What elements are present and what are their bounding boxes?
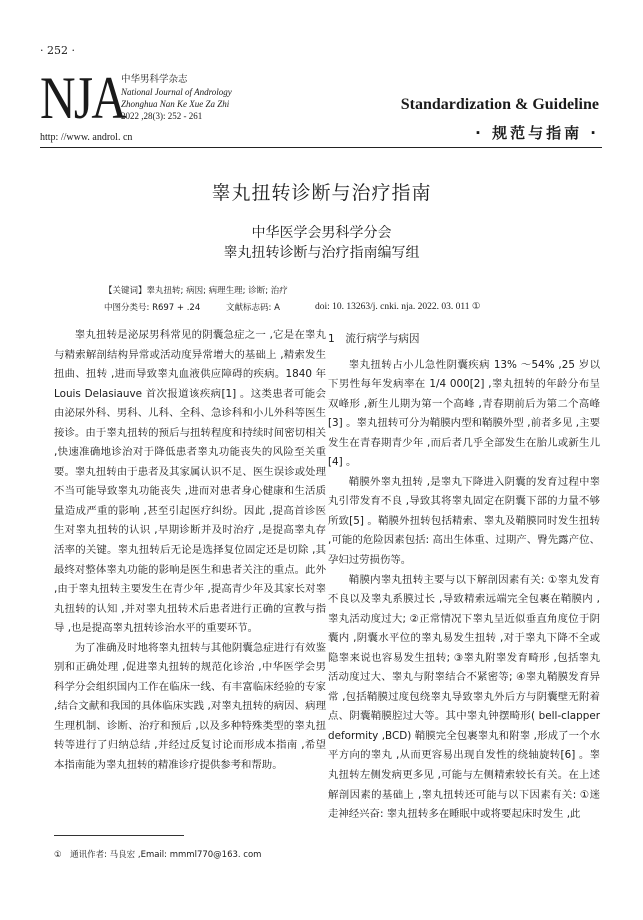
footnote-rule <box>54 835 184 836</box>
body-paragraph: 为了准确及时地将睾丸扭转与其他阴囊急症进行有效鉴别和正确处理 ,促进睾丸扭转的规范化诊治 ,中华医学会男科学分会组织国内工作在临床一线、有丰富临床经验的专家 ,结合文献和我国的具体临床实践 ,对睾丸扭转的病因、病理生理机制、诊断、治疗和预后 ,以及多种特殊类型的睾丸扭转等进行了归纳总结 ,并经过反复讨论而形成本指南 ,希望本指南能为睾丸扭转的精准诊疗提供参考和帮助。 <box>54 641 326 772</box>
page-number: · 252 · <box>40 44 75 57</box>
journal-info <box>121 74 232 122</box>
journal-url[interactable]: http: //www. androl. cn <box>40 132 133 143</box>
journal-name-pinyin: Zhonghua Nan Ke Xue Za Zhi <box>121 99 230 109</box>
footnote: ① 通讯作者: 马良宏 ,Email: mmml770@163. com <box>54 850 262 860</box>
doi[interactable]: doi: 10. 13263/j. cnki. nja. 2022. 03. 011 ① <box>315 302 481 312</box>
journal-logo: NJA <box>40 65 126 131</box>
journal-name-en: National Journal of Andrology <box>121 87 232 97</box>
section-label-cn: · 规范与指南 · <box>475 124 599 142</box>
journal-name-cn: 中华男科学杂志 <box>121 74 188 85</box>
body-paragraph: 鞘膜内睾丸扭转主要与以下解剖因素有关: ①睾丸发育不良以及睾丸系膜过长 ,导致精索远端完全包裹在鞘膜内 ,睾丸活动度过大; ②正常情况下睾丸呈近似垂直角度位于阴囊内 ,阴囊水平位的睾丸易发生扭转 ,对于睾丸下降不全或隐睾来说也容易发生扭转; ③睾丸附睾发育畸形 ,包括睾丸活动度过大、睾丸与附睾结合不紧密等; ④睾丸鞘膜发育异常 ,包括鞘膜过度包绕睾丸导致睾丸外后方与阴囊壁无附着点、阴囊鞘膜腔过大等。其中睾丸钟摆畸形( bell-clapper deformity ,BCD) 鞘膜完全包裹睾丸和附睾 ,形成了一个水平方向的睾丸 ,从而更容易出现自发性的绕轴旋转[6] 。睾丸扭转左侧发病更多见 ,可能与左侧精索较长有关。在上述解剖因素的基础上 ,睾丸扭转还可能与以下因素有关: ①迷走神经兴奋: 睾丸扭转多在睡眠中或将要起床时发生 ,此 <box>328 573 600 821</box>
article-title: 睾丸扭转诊断与治疗指南 <box>211 182 432 204</box>
section-label-en: Standardization & Guideline <box>400 96 599 113</box>
body-paragraph: 鞘膜外睾丸扭转 ,是睾丸下降进入阴囊的发育过程中睾丸引带发育不良 ,导致其将睾丸固定在阴囊下部的力量不够所致[5] 。鞘膜外扭转包括精索、睾丸及鞘膜同时发生扭转 ,可能的危险因素包括: 高出生体重、过期产、臀先露产位、孕妇过劳损伤等。 <box>328 475 600 567</box>
keywords: 【关键词】睾丸扭转; 病因; 病理生理; 诊断; 治疗 <box>104 286 288 296</box>
document-code: 文献标志码: A <box>226 303 280 313</box>
author-organization: 中华医学会男科学分会 <box>251 225 392 241</box>
author-group: 睾丸扭转诊断与治疗指南编写组 <box>223 245 420 261</box>
journal-issue: 2022 ,28(3): 252 - 261 <box>121 111 203 121</box>
classification-number: 中图分类号: R697 + .24 <box>104 303 201 313</box>
left-column <box>54 326 326 776</box>
body-paragraph: 睾丸扭转是泌尿男科常见的阴囊急症之一 ,它是在睾丸与精索解剖结构异常或活动度异常增大的基础上 ,精索发生扭曲、扭转 ,进而导致睾丸血液供应障碍的疾病。1840 年 Louis Delasiauve 首次报道该疾病[1] 。这类患者可能会由泌尿外科、男科、儿科、全科、急诊科和小儿外科等医生接诊。由于睾丸扭转的预后与扭转程度和持续时间密切相关 ,快速准确地诊治对于降低患者睾丸功能丧失的风险至关重要。睾丸扭转由于患者及其家属认识不足、医生误诊或处理不当可能导致睾丸功能丧失 ,进而对患者身心健康和生活质量造成严重的影响 ,甚至引起医疗纠纷。因此 ,提高首诊医生对睾丸扭转的认识 ,早期诊断并及时治疗 ,是提高睾丸存活率的关键。睾丸扭转后无论是选择复位固定还是切除 ,其最终对整体睾丸功能的影响是医生和患者关注的重点。此外 ,由于睾丸扭转主要发生在青少年 ,提高青少年及其家长对睾丸扭转的认知 ,并对睾丸扭转术后患者进行正确的宣教与指导 ,也是提高睾丸扭转诊治水平的重要环节。 <box>54 329 326 635</box>
body-paragraph: 睾丸扭转占小儿急性阴囊疾病 13% ～54% ,25 岁以下男性每年发病率在 1/4 000[2] ,睾丸扭转的年龄分布呈双峰形 ,新生儿期为第一个高峰 ,青春期前后为第二个高峰[3] 。睾丸扭转可分为鞘膜内型和鞘膜外型 ,前者多见 ,主要发生在青春期青少年 ,而后者几乎全部发生在胎儿或新生儿[4] 。 <box>328 358 600 469</box>
header-rule <box>40 147 602 148</box>
section-heading: 1 流行病学与病因 <box>328 333 420 345</box>
right-column <box>328 326 600 825</box>
